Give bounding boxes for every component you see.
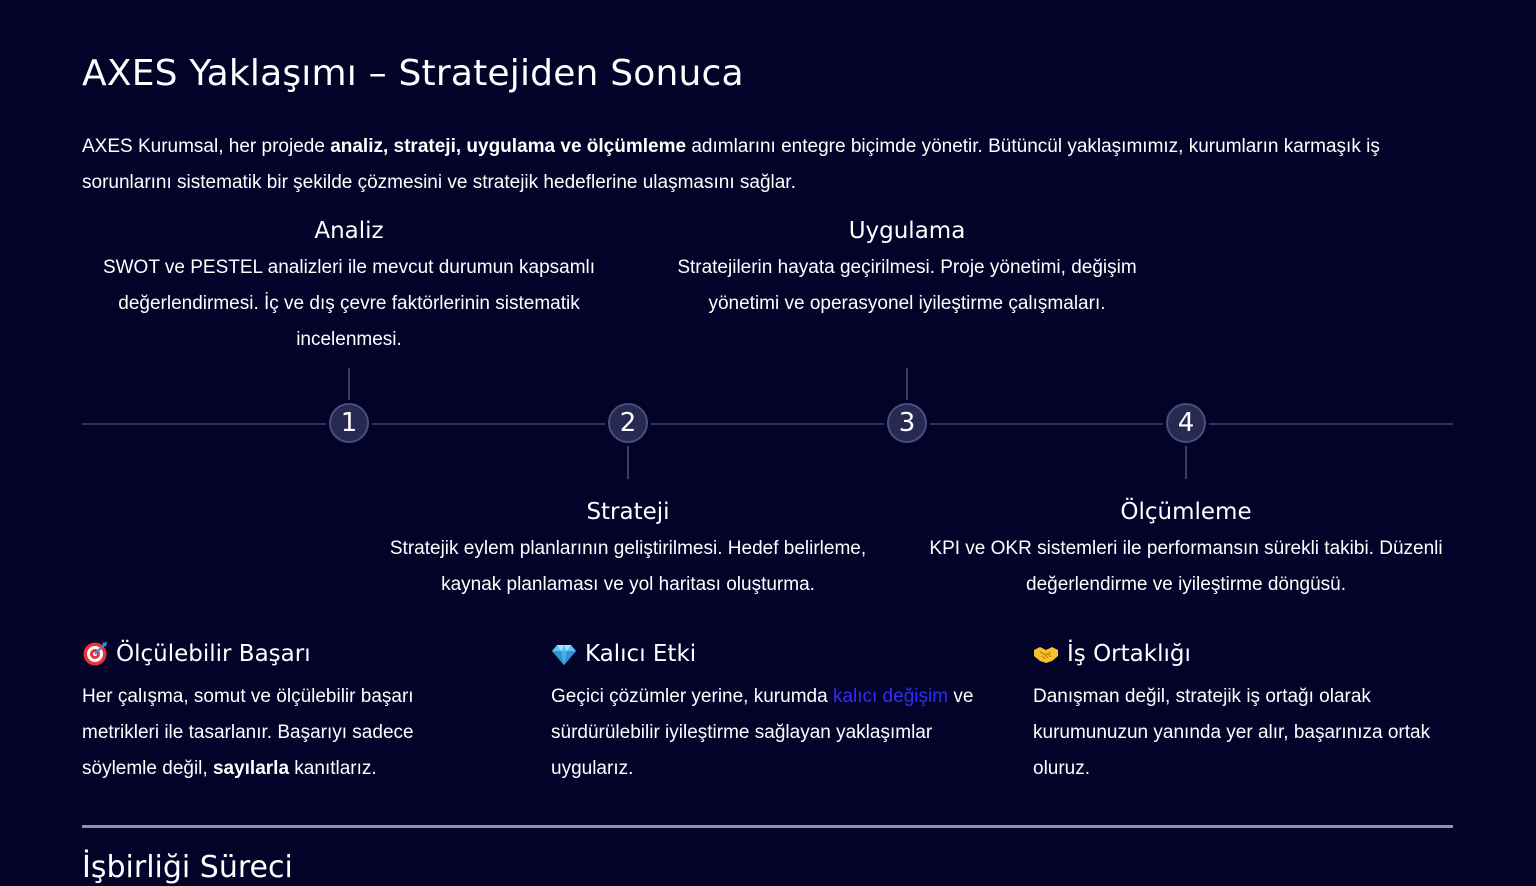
timeline-connector [627,445,629,479]
gem-icon [551,641,577,667]
handshake-icon [1033,641,1059,667]
feature-is-ortakligi [1033,637,1453,787]
step-description: KPI ve OKR sistemleri ile performansın sürekli takibi. Düzenli değerlendirme ve iyileştirme döngüsü. [929,538,1443,595]
step-description: Stratejilerin hayata geçirilmesi. Proje yönetimi, değişim yönetimi ve operasyonel iyileştirme çalışmaları. [677,257,1137,314]
intro-paragraph [82,129,1442,201]
step-number-badge: 1 [329,403,369,443]
step-title: Analiz [314,218,384,244]
target-icon [82,641,108,667]
step-title: Uygulama [848,218,966,244]
step-number-badge: 2 [608,403,648,443]
feature-text: Geçici çözümler yerine, kurumda [551,686,833,707]
feature-kalici-etki [551,637,991,787]
intro-text-start: AXES Kurumsal, her projede [82,136,331,157]
feature-text-highlight: kalıcı değişim [832,686,949,707]
feature-text: Her çalışma, somut ve ölçülebilir başarı metrikleri ile tasarlanır. Başarıyı sadece söylemle değil, [82,686,414,779]
step-olcumleme [926,497,1446,603]
feature-text: kanıtlarız. [289,758,377,779]
next-section-heading: İşbirliği Süreci [82,850,293,885]
step-title: Strateji [586,499,670,525]
step-analiz [89,216,609,358]
feature-description [82,679,462,787]
timeline-line [82,423,1453,425]
intro-text-bold: analiz, strateji, uygulama ve ölçümleme [330,136,687,157]
step-number-badge: 3 [887,403,927,443]
step-description: SWOT ve PESTEL analizleri ile mevcut durumun kapsamlı değerlendirmesi. İç ve dış çevre faktörlerinin sistematik incelenmesi. [102,257,596,350]
timeline-connector [1185,445,1187,479]
feature-text: ve sürdürülebilir iyileştirme sağlayan yaklaşımlar uygularız. [551,686,974,779]
timeline-connector [348,368,350,402]
step-description: Stratejik eylem planlarının geliştirilmesi. Hedef belirleme, kaynak planlaması ve yol haritası oluşturma. [389,538,867,595]
step-number-badge: 4 [1166,403,1206,443]
feature-olculebilir-basari [82,637,462,787]
feature-description [551,679,991,787]
timeline-connector [906,368,908,402]
section-divider [82,825,1453,828]
page-title: AXES Yaklaşımı – Stratejiden Sonuca [82,53,744,94]
feature-text-bold: sayılarla [212,758,290,779]
step-strateji [368,497,888,603]
step-uygulama [647,216,1167,322]
intro-text-end: adımlarını entegre biçimde yönetir. Bütüncül yaklaşımımız, kurumların karmaşık iş sorunlarını sistematik bir şekilde çözmesini ve stratejik hedeflerine ulaşmasını sağlar. [82,136,1380,193]
feature-title: Ölçülebilir Başarı [116,641,311,667]
step-title: Ölçümleme [1120,499,1252,525]
feature-title: İş Ortaklığı [1067,641,1191,667]
feature-title: Kalıcı Etki [585,641,697,667]
feature-description: Danışman değil, stratejik iş ortağı olarak kurumunuzun yanında yer alır, başarınıza ortak oluruz. [1033,686,1431,779]
